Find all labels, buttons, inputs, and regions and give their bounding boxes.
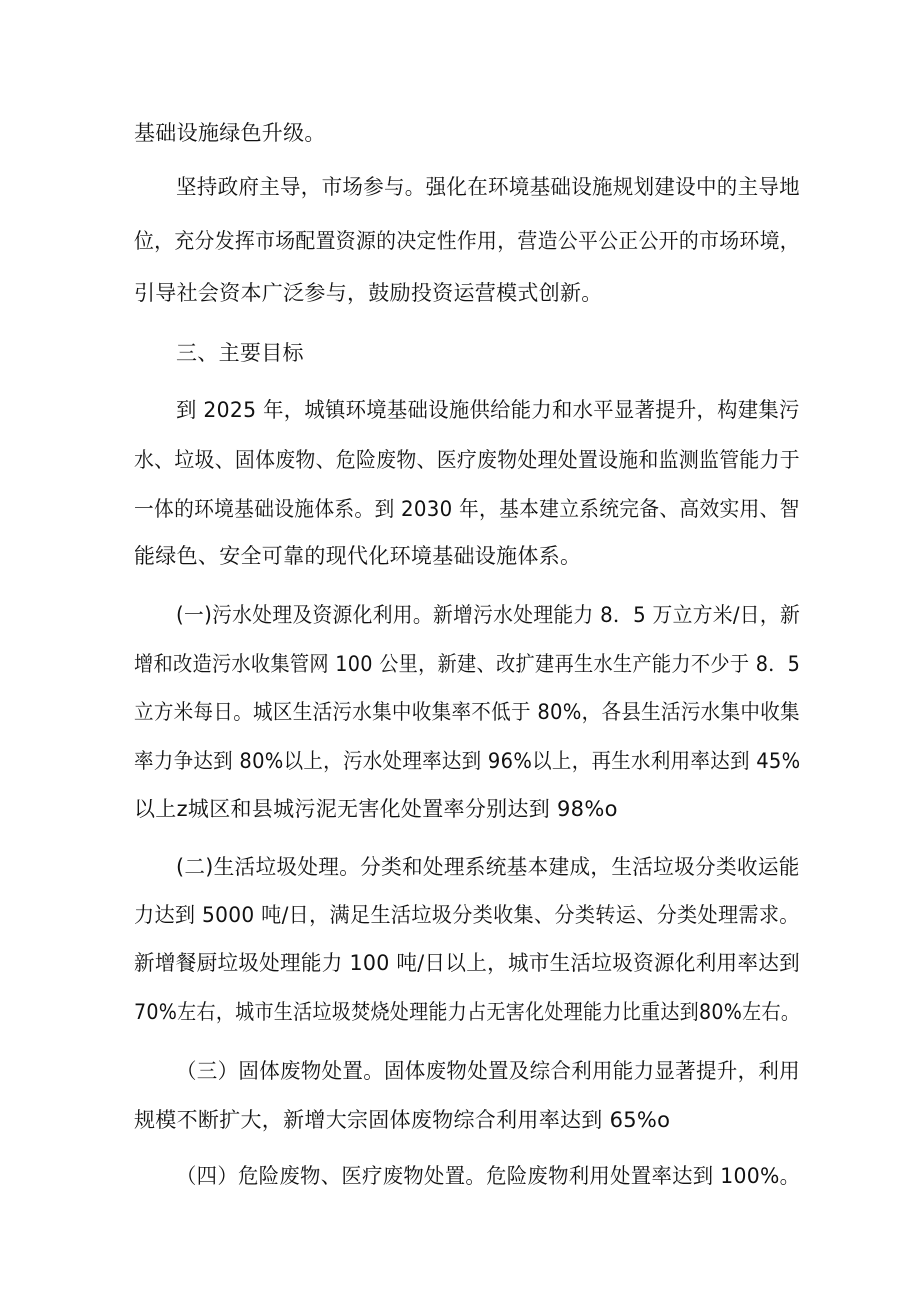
paragraph-line: (二)生活垃圾处理。分类和处理系统基本建成，生活垃圾分类收运能	[176, 855, 800, 879]
paragraph-line: 立方米每日。城区生活污水集中收集率不低于 80%，各县生活污水集中收集	[134, 700, 800, 724]
paragraph-line: 一体的环境基础设施体系。到 2030 年，基本建立系统完备、高效实用、智	[134, 497, 800, 521]
paragraph-line: 新增餐厨垃圾处理能力 100 吨/日以上，城市生活垃圾资源化利用率达到	[134, 951, 801, 975]
paragraph-line: 基础设施绿色升级。	[134, 121, 326, 145]
paragraph-line: 到 2025 年，城镇环境基础设施供给能力和水平显著提升，构建集污	[176, 398, 800, 422]
paragraph-line: 位，充分发挥市场配置资源的决定性作用，营造公平公正公开的市场环境，	[134, 229, 800, 253]
paragraph-line: (一)污水处理及资源化利用。新增污水处理能力 8．5 万立方米/日，新	[176, 603, 801, 627]
paragraph-line: 能绿色、安全可靠的现代化环境基础设施体系。	[134, 544, 582, 568]
paragraph-line: 力达到 5000 吨/日，满足生活垃圾分类收集、分类转运、分类处理需求。	[134, 903, 800, 927]
paragraph-line: 水、垃圾、固体废物、危险废物、医疗废物处理处置设施和监测监管能力于	[134, 448, 800, 472]
paragraph-line: （四）危险废物、医疗废物处置。危险废物利用处置率达到 100%。	[176, 1164, 801, 1188]
paragraph-line: 坚持政府主导，市场参与。强化在环境基础设施规划建设中的主导地	[176, 175, 800, 199]
paragraph-line: 70%左右，城市生活垃圾焚烧处理能力占无害化处理能力比重达到80%左右。	[134, 1000, 801, 1024]
paragraph-line: 规模不断扩大，新增大宗固体废物综合利用率达到 65%o	[134, 1108, 671, 1132]
paragraph-line: 引导社会资本广泛参与，鼓励投资运营模式创新。	[134, 281, 603, 305]
paragraph-line: 率力争达到 80%以上，污水处理率达到 96%以上，再生水利用率达到 45%	[134, 749, 801, 773]
paragraph-line: 以上z城区和县城污泥无害化处置率分别达到 98%o	[134, 797, 618, 821]
section-heading: 三、主要目标	[176, 341, 304, 365]
paragraph-line: （三）固体废物处置。固体废物处置及综合利用能力显著提升，利用	[176, 1059, 800, 1083]
paragraph-line: 增和改造污水收集管网 100 公里，新建、改扩建再生水生产能力不少于 8．5	[134, 652, 801, 676]
